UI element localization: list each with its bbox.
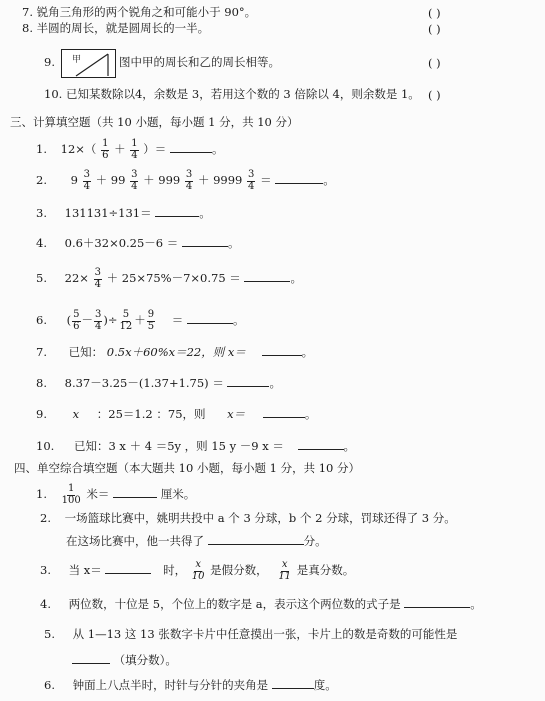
question-number: 4.: [40, 597, 51, 611]
answer-blank[interactable]: [404, 595, 470, 608]
answer-blank[interactable]: [155, 204, 199, 217]
question-text: 图中甲的周长和乙的周长相等。: [119, 55, 280, 69]
question-text: 时，: [163, 563, 187, 577]
period: 。: [227, 236, 240, 250]
expr: )÷: [103, 313, 118, 327]
s4-q6: [44, 676, 337, 693]
fraction: $\frac{x}{10}$: [191, 559, 205, 582]
period: 。: [269, 376, 281, 390]
period: 。: [199, 206, 211, 220]
question-number: 4.: [36, 236, 47, 250]
expr: 已知：: [68, 345, 104, 359]
expr: 8.37－3.25－(1.37+1.75) ＝: [64, 376, 224, 390]
question-number: 10.: [44, 87, 63, 101]
question-text: 当 x＝: [68, 563, 102, 577]
period: 。: [323, 173, 335, 187]
answer-blank[interactable]: [263, 405, 305, 418]
s3-q8: [36, 374, 281, 391]
question-number: 1.: [36, 142, 47, 156]
answer-blank[interactable]: [298, 437, 344, 450]
fraction: $\frac{3}{4}$: [185, 169, 193, 192]
answer-blank[interactable]: [182, 234, 228, 247]
question-number: 7.: [36, 345, 47, 359]
answer-paren[interactable]: ( ): [428, 56, 441, 70]
answer-blank[interactable]: [72, 651, 110, 664]
expr: (: [66, 313, 72, 327]
minus-sign: －: [81, 313, 94, 327]
s3-q2: [36, 170, 335, 192]
s3-q5: [36, 268, 302, 290]
s4-q2-line2: [66, 532, 327, 549]
expr: ＋ 999: [143, 173, 181, 187]
fraction: $\frac{3}{4}$: [131, 169, 138, 192]
period: 。: [301, 345, 314, 359]
expr: ）＝: [143, 142, 167, 156]
question-text: （填分数）。: [113, 653, 177, 667]
question-text: 是假分数，: [210, 563, 268, 577]
question-number: 9.: [44, 55, 55, 69]
answer-blank[interactable]: [244, 269, 290, 282]
s3-q9: [36, 405, 316, 422]
question-number: 3.: [40, 563, 51, 577]
unit-text: 度。: [313, 678, 337, 692]
question-number: 8.: [22, 21, 33, 35]
question-number: 5.: [44, 627, 55, 641]
question-text: 从 1—13 这 13 张数字卡片中任意摸出一张，卡片上的数是奇数的可能性是: [72, 627, 458, 641]
plus-sign: ＋: [134, 313, 146, 327]
fraction: $\frac{x}{11}$: [278, 559, 292, 582]
question-text: 两位数，十位是 5，个位上的数字是 a，表示这个两位数的式子是: [68, 597, 401, 611]
s4-q4: [40, 595, 482, 612]
s3-q1: [36, 139, 223, 161]
expr: 9: [70, 173, 78, 187]
question-number: 10.: [36, 439, 55, 453]
unit-text: 分。: [303, 534, 327, 548]
fraction: $\frac{3}{4}$: [95, 309, 102, 332]
fraction: $\frac{1}{6}$: [102, 138, 109, 161]
unit-text: 米＝: [86, 487, 110, 501]
s4-q2: [40, 512, 456, 526]
question-text: 已知某数除以4，余数是 3，若用这个数的 3 倍除以 4，则余数是 1。: [65, 87, 420, 101]
section-title: 四、单空综合填空题（本大题共 10 小题，每小题 1 分，共 10 分）: [14, 461, 361, 475]
question-number: 7.: [22, 5, 33, 19]
expr: ＋ 25×75%－7×0.75 ＝: [106, 271, 241, 285]
question-text: 是真分数。: [296, 563, 355, 577]
answer-paren[interactable]: ( ): [428, 22, 441, 36]
question-number: 2.: [40, 511, 51, 525]
question-text: 锐角三角形的两个锐角之和可能小于 90°。: [36, 5, 257, 19]
question-number: 6.: [44, 678, 55, 692]
fraction: $\frac{1}{100}$: [61, 483, 81, 506]
s3-q10: [36, 437, 355, 454]
expr: 131131÷131＝: [64, 206, 152, 220]
question-text: 一场篮球比赛中，姚明共投中 a 个 3 分球，b 个 2 分球，罚球还得了 3 分。: [64, 511, 456, 525]
question-number: 1.: [36, 487, 47, 501]
fraction: $\frac{3}{4}$: [248, 169, 255, 192]
period: 。: [232, 313, 245, 327]
expr: 0.6＋32×0.25－6 ＝: [64, 236, 179, 250]
period: 。: [290, 271, 302, 285]
equals-sign: ＝: [171, 313, 184, 327]
expr: 12×（: [60, 142, 97, 156]
answer-blank[interactable]: [187, 311, 233, 324]
fraction: $\frac{1}{4}$: [131, 138, 138, 161]
answer-blank[interactable]: [275, 171, 323, 184]
s4-q1: [36, 484, 195, 506]
period: 。: [343, 439, 356, 453]
fraction: $\frac{3}{4}$: [94, 267, 101, 290]
expr: 0.5x＋60%x＝22，则 x＝: [106, 345, 246, 359]
period: 。: [470, 597, 482, 611]
question-number: 2.: [36, 173, 47, 187]
question-text: 钟面上八点半时，时针与分针的夹角是: [72, 678, 269, 692]
answer-blank[interactable]: [262, 343, 302, 356]
s4-q5-line2: [72, 651, 177, 668]
period: 。: [211, 142, 224, 156]
question-text: 在这场比赛中，他一共得了: [66, 534, 204, 548]
expr: ＋ 9999: [197, 173, 243, 187]
answer-blank[interactable]: [105, 561, 151, 574]
diagonal-line-icon: [62, 50, 115, 77]
question-text: 半圆的周长，就是圆周长的一半。: [36, 21, 210, 35]
answer-blank[interactable]: [272, 676, 314, 689]
answer-blank[interactable]: [170, 140, 212, 153]
judge-q7: [22, 6, 256, 20]
s3-q6: [36, 310, 244, 332]
fraction: $\frac{5}{6}$: [73, 309, 80, 332]
judge-q8: [22, 22, 209, 36]
question-number: 5.: [36, 271, 47, 285]
expr: 已知：3 x ＋ 4 ＝5y ，则 15 y －9 x ＝: [73, 439, 284, 453]
period: 。: [304, 407, 317, 421]
s4-q5: [44, 628, 457, 642]
expr: 22×: [64, 271, 89, 285]
s3-q3: [36, 204, 211, 221]
question-number: 9.: [36, 407, 47, 421]
expr: ＋ 99: [95, 173, 126, 187]
unit-text: 厘米。: [160, 487, 196, 501]
question-number: 8.: [36, 376, 47, 390]
variable: x: [72, 407, 80, 421]
answer-paren[interactable]: ( ): [428, 88, 441, 102]
fraction: $\frac{3}{4}$: [83, 169, 90, 192]
section-title: 三、计算填空题（共 10 小题，每小题 1 分，共 10 分）: [10, 115, 299, 129]
answer-blank[interactable]: [208, 532, 304, 545]
plus-sign: ＋: [114, 142, 126, 156]
fraction: $\frac{5}{12}$: [119, 309, 133, 332]
rectangle-figure: [61, 49, 116, 78]
expr: ：25＝1.2 ：75，则: [96, 407, 206, 421]
fraction: $\frac{9}{5}$: [147, 309, 155, 332]
answer-blank[interactable]: [227, 374, 269, 387]
question-number: 6.: [36, 313, 47, 327]
answer-paren[interactable]: ( ): [428, 6, 441, 20]
equals-sign: ＝: [260, 173, 272, 187]
figure-label-jia: 甲: [72, 55, 82, 65]
expr: x＝: [227, 407, 246, 421]
answer-blank[interactable]: [113, 485, 157, 498]
s4-q3: [40, 560, 354, 582]
question-number: 3.: [36, 206, 47, 220]
s3-q7: [36, 343, 313, 360]
s3-q4: [36, 234, 239, 251]
judge-q10: [44, 88, 420, 102]
